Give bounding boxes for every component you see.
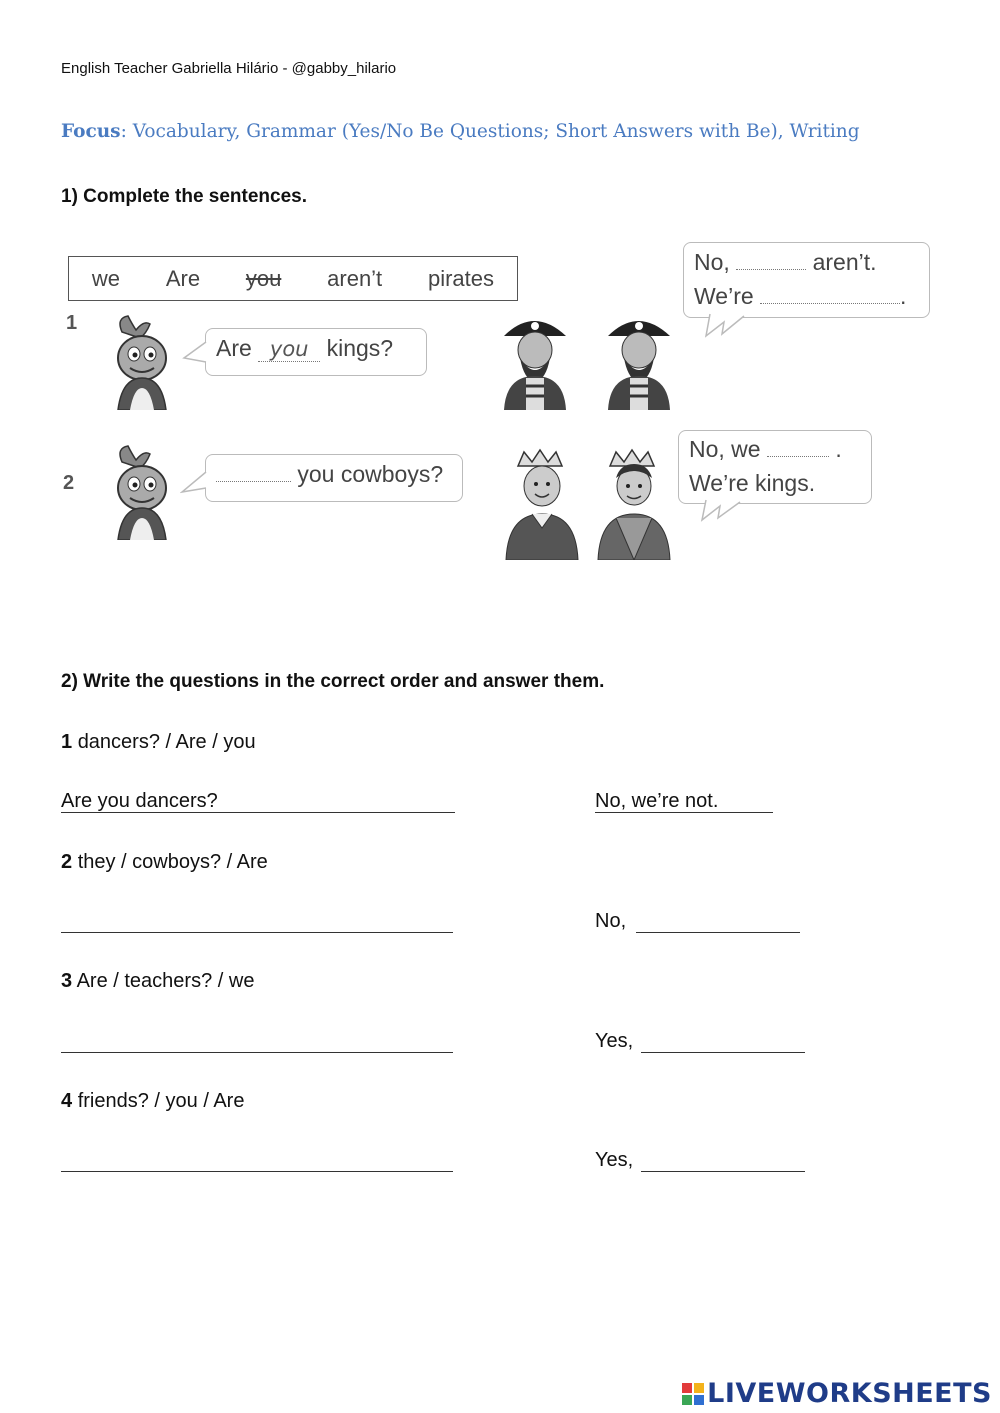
author-line: English Teacher Gabriella Hilário - @gabby_hilario [61,60,397,77]
ex2-prompt-2 [61,851,268,874]
filled-answer: you [258,337,320,362]
liveworksheets-logo [681,1378,992,1409]
ex2-item-number: 4 [61,1090,73,1112]
question-word: kings? [326,335,394,361]
pirates-illustration [498,308,688,410]
focus-text: : Vocabulary, Grammar (Yes/No Be Questions; Short Answers with Be), Writing [120,121,860,142]
ex1-item-number: 2 [63,472,75,494]
focus-label: Focus [61,121,121,142]
answer-blank [767,456,829,457]
ex2-answer-prefix: Yes, [595,1149,634,1171]
answer-word: No, we [689,436,761,462]
answer-word: . [900,283,907,309]
ex2-question-line-3[interactable] [61,1052,453,1053]
ex1-answer-bubble-1 [683,242,930,318]
ex1-question-bubble-1 [205,328,427,376]
question-word: you cowboys? [297,461,444,487]
answer-word: No, [694,249,730,275]
ex2-answer-line-1[interactable] [595,790,773,813]
ex2-prompt-3 [61,970,254,993]
ex2-item-number: 2 [61,851,73,873]
answer-word: We’re [694,283,754,309]
focus-line [61,121,860,142]
ex2-item-number: 3 [61,970,73,992]
ex1-answer-bubble-2 [678,430,872,504]
word-bank [68,256,518,301]
ex2-answer-text: No, we’re not. [595,790,719,812]
girl-character-illustration [100,312,185,410]
answer-blank [760,303,900,304]
ex1-item-number: 1 [66,312,78,334]
word-bank-item-crossed: you [245,265,282,291]
ex2-answer-line-3[interactable] [641,1052,805,1053]
word-bank-item: we [91,265,121,291]
ex2-answer-prefix: Yes, [595,1030,634,1052]
answer-word: . [835,436,842,462]
kings-illustration [502,448,682,560]
ex1-question-bubble-2 [205,454,463,502]
bubble-tail [696,496,756,524]
ex2-answer-line-2[interactable] [636,932,800,933]
ex2-prompt-text: dancers? / Are / you [77,731,256,753]
ex2-answer-prefix: No, [595,910,627,932]
ex2-prompt-text: Are / teachers? / we [76,970,255,992]
answer-blank [736,269,806,270]
exercise2-heading: 2) Write the questions in the correct order and answer them. [61,671,605,692]
word-bank-item: pirates [427,265,495,291]
ex2-prompt-1 [61,731,256,754]
question-word: Are [216,335,252,361]
word-bank-item: Are [165,265,201,291]
ex2-prompt-4 [61,1090,244,1113]
question-blank [216,481,291,482]
ex2-item-number: 1 [61,731,73,753]
ex2-prompt-text: they / cowboys? / Are [77,851,268,873]
bubble-tail [700,310,760,340]
ex2-question-line-4[interactable] [61,1171,453,1172]
bubble-tail [180,468,208,498]
girl-character-illustration [100,442,185,540]
ex2-question-text: Are you dancers? [61,790,218,812]
liveworksheets-logo-text: LIVEWORKSHEETS [707,1378,992,1409]
bubble-tail [182,340,208,366]
exercise1-heading: 1) Complete the sentences. [61,186,308,207]
word-bank-item: aren’t [327,265,383,291]
ex2-question-line-2[interactable] [61,932,453,933]
ex2-answer-line-4[interactable] [641,1171,805,1172]
liveworksheets-logo-icon [681,1382,705,1406]
ex2-question-line-1[interactable] [61,790,455,813]
ex2-prompt-text: friends? / you / Are [77,1090,245,1112]
answer-word: We’re kings. [689,470,816,496]
answer-word: aren’t. [812,249,877,275]
